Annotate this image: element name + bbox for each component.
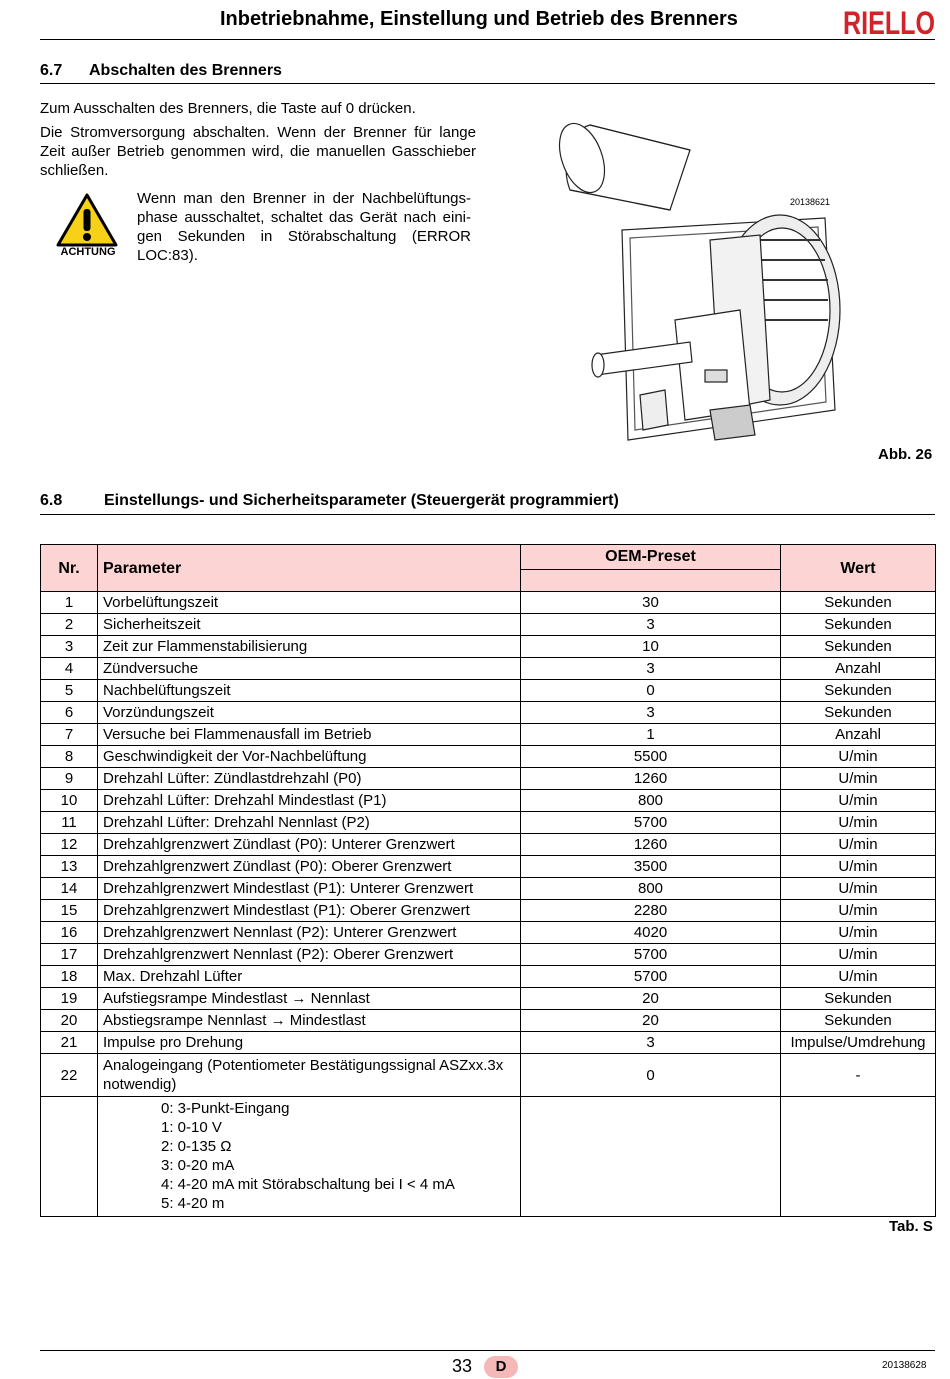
cell-oem-preset: 1: [521, 724, 781, 746]
cell-nr: 4: [41, 658, 98, 680]
cell-parameter: Drehzahl Lüfter: Drehzahl Nennlast (P2): [98, 812, 521, 834]
cell-oem-preset: 10: [521, 636, 781, 658]
paragraph-switch-off: Zum Ausschalten des Brenners, die Taste auf 0 drücken.: [40, 100, 416, 117]
cell-parameter: Drehzahl Lüfter: Zündlastdrehzahl (P0): [98, 768, 521, 790]
cell-nr: 18: [41, 966, 98, 988]
cell-parameter: Drehzahlgrenzwert Zündlast (P0): Oberer Grenzwert: [98, 856, 521, 878]
section-6-7-number: 6.7: [40, 62, 63, 79]
cell-oem-preset: 20: [521, 988, 781, 1010]
cell-oem-preset: 800: [521, 790, 781, 812]
cell-parameter: Max. Drehzahl Lüfter: [98, 966, 521, 988]
cell-empty: [521, 1097, 781, 1217]
warning-label: ACHTUNG: [60, 246, 116, 258]
table-row: [41, 900, 936, 922]
cell-wert: Sekunden: [781, 680, 936, 702]
cell-parameter: Geschwindigkeit der Vor-Nachbelüftung: [98, 746, 521, 768]
burner-illustration: [560, 110, 850, 450]
table-row: [41, 658, 936, 680]
cell-parameter: Drehzahlgrenzwert Mindestlast (P1): Oberer Grenzwert: [98, 900, 521, 922]
table-row: [41, 636, 936, 658]
cell-oem-preset: 4020: [521, 922, 781, 944]
header-wert: Wert: [781, 545, 936, 592]
figure-code: 20138621: [790, 197, 831, 207]
cell-parameter: Drehzahl Lüfter: Drehzahl Mindestlast (P1): [98, 790, 521, 812]
cell-wert: -: [781, 1054, 936, 1097]
warning-triangle-icon: [56, 193, 118, 247]
option-item: 4: 4-20 mA mit Störabschaltung bei I < 4 mA: [161, 1176, 455, 1193]
cell-nr: 21: [41, 1032, 98, 1054]
cell-wert: Sekunden: [781, 592, 936, 614]
cell-oem-preset: 0: [521, 1054, 781, 1097]
analog-input-options: [98, 1097, 521, 1217]
cell-wert: U/min: [781, 768, 936, 790]
cell-wert: Anzahl: [781, 658, 936, 680]
option-item: 1: 0-10 V: [161, 1119, 222, 1136]
cell-nr: 10: [41, 790, 98, 812]
table-row: [41, 944, 936, 966]
option-item: 5: 4-20 m: [161, 1195, 225, 1212]
table-row: [41, 856, 936, 878]
table-row: [41, 790, 936, 812]
cell-wert: U/min: [781, 834, 936, 856]
table-row: [41, 966, 936, 988]
cell-nr: 8: [41, 746, 98, 768]
cell-parameter: Aufstiegsrampe Mindestlast → Nennlast: [98, 988, 521, 1010]
riello-logo: [842, 5, 936, 39]
header-divider: [40, 39, 935, 40]
cell-oem-preset: 800: [521, 878, 781, 900]
cell-nr: 17: [41, 944, 98, 966]
cell-parameter: Nachbelüftungszeit: [98, 680, 521, 702]
cell-wert: Impulse/Umdrehung: [781, 1032, 936, 1054]
cell-nr: 5: [41, 680, 98, 702]
cell-wert: U/min: [781, 812, 936, 834]
cell-parameter: Vorzündungszeit: [98, 702, 521, 724]
cell-nr: 22: [41, 1054, 98, 1097]
cell-nr: 3: [41, 636, 98, 658]
header-oem-preset: OEM-Preset: [521, 545, 781, 570]
page-number: 33: [452, 1356, 473, 1376]
paragraph-power-supply: Die Stromversorgung abschalten. Wenn der Brenner für lange Zeit außer Betrieb genommen wird, die manuellen Gasschieber schließen.: [40, 124, 476, 179]
cell-oem-preset: 1260: [521, 834, 781, 856]
table-row: [41, 1054, 936, 1097]
table-row: [41, 592, 936, 614]
page-header-title: Inbetriebnahme, Einstellung und Betrieb des Brenners: [220, 8, 738, 30]
cell-wert: Sekunden: [781, 636, 936, 658]
cell-wert: U/min: [781, 790, 936, 812]
cell-oem-preset: 30: [521, 592, 781, 614]
table-row: [41, 834, 936, 856]
cell-nr: 13: [41, 856, 98, 878]
cell-nr: 19: [41, 988, 98, 1010]
header-parameter: Parameter: [98, 545, 521, 592]
document-code: 20138628: [882, 1360, 927, 1371]
cell-parameter: Drehzahlgrenzwert Nennlast (P2): Unterer Grenzwert: [98, 922, 521, 944]
section-6-8-title: Einstellungs- und Sicherheitsparameter (Steuergerät programmiert): [104, 492, 619, 509]
table-row: [41, 768, 936, 790]
cell-parameter: Versuche bei Flammenausfall im Betrieb: [98, 724, 521, 746]
cell-oem-preset: 3: [521, 658, 781, 680]
cell-oem-preset: 5700: [521, 966, 781, 988]
table-row: [41, 1032, 936, 1054]
table-row: [41, 614, 936, 636]
table-row: [41, 680, 936, 702]
section-divider-2: [40, 514, 935, 515]
cell-parameter: Abstiegsrampe Nennlast → Mindestlast: [98, 1010, 521, 1032]
cell-parameter: Drehzahlgrenzwert Zündlast (P0): Unterer Grenzwert: [98, 834, 521, 856]
cell-nr: 6: [41, 702, 98, 724]
table-row: [41, 878, 936, 900]
parameter-table: [40, 544, 936, 1217]
footer-divider: [40, 1350, 935, 1351]
option-item: 0: 3-Punkt-Eingang: [161, 1100, 290, 1117]
cell-oem-preset: 5700: [521, 812, 781, 834]
cell-parameter: Zeit zur Flammenstabilisierung: [98, 636, 521, 658]
cell-wert: Sekunden: [781, 614, 936, 636]
cell-oem-preset: 5700: [521, 944, 781, 966]
option-item: 2: 0-135 Ω: [161, 1138, 232, 1155]
table-caption: Tab. S: [889, 1218, 933, 1235]
table-row: [41, 812, 936, 834]
cell-wert: U/min: [781, 966, 936, 988]
cell-wert: Anzahl: [781, 724, 936, 746]
table-row-options: [41, 1097, 936, 1217]
cell-oem-preset: 0: [521, 680, 781, 702]
cell-nr: 14: [41, 878, 98, 900]
table-row: [41, 1010, 936, 1032]
cell-wert: U/min: [781, 856, 936, 878]
cell-oem-preset: 5500: [521, 746, 781, 768]
cell-parameter: Drehzahlgrenzwert Mindestlast (P1): Unterer Grenzwert: [98, 878, 521, 900]
cell-oem-preset: 3: [521, 1032, 781, 1054]
warning-block: [56, 193, 120, 258]
cell-wert: U/min: [781, 922, 936, 944]
cell-empty: [41, 1097, 98, 1217]
table-row: [41, 988, 936, 1010]
table-row: [41, 724, 936, 746]
cell-nr: 12: [41, 834, 98, 856]
cell-parameter: Sicherheitszeit: [98, 614, 521, 636]
cell-oem-preset: 3: [521, 702, 781, 724]
cell-parameter: Drehzahlgrenzwert Nennlast (P2): Oberer Grenzwert: [98, 944, 521, 966]
table-row: [41, 746, 936, 768]
cell-wert: Sekunden: [781, 1010, 936, 1032]
cell-wert: U/min: [781, 900, 936, 922]
cell-oem-preset: 2280: [521, 900, 781, 922]
cell-oem-preset: 20: [521, 1010, 781, 1032]
section-6-7-title: Abschalten des Brenners: [89, 62, 282, 79]
table-row: [41, 702, 936, 724]
cell-parameter: Vorbelüftungszeit: [98, 592, 521, 614]
svg-text:RIELLO: RIELLO: [843, 5, 935, 41]
figure-caption: Abb. 26: [878, 446, 933, 463]
cell-parameter: Analogeingang (Potentiometer Bestätigungssignal ASZxx.3x notwendig): [98, 1054, 521, 1097]
cell-nr: 16: [41, 922, 98, 944]
option-item: 3: 0-20 mA: [161, 1157, 235, 1174]
cell-parameter: Zündversuche: [98, 658, 521, 680]
table-row: [41, 922, 936, 944]
cell-wert: Sekunden: [781, 988, 936, 1010]
section-divider: [40, 83, 935, 84]
cell-wert: U/min: [781, 746, 936, 768]
cell-wert: Sekunden: [781, 702, 936, 724]
cell-nr: 20: [41, 1010, 98, 1032]
cell-oem-preset: 1260: [521, 768, 781, 790]
cell-nr: 9: [41, 768, 98, 790]
section-6-8-number: 6.8: [40, 492, 63, 509]
header-oem-sub: [521, 569, 781, 591]
cell-wert: U/min: [781, 944, 936, 966]
language-badge: D: [484, 1356, 518, 1378]
cell-parameter: Impulse pro Drehung: [98, 1032, 521, 1054]
cell-oem-preset: 3500: [521, 856, 781, 878]
cell-wert: U/min: [781, 878, 936, 900]
warning-text: Wenn man den Brenner in der Nachbelüftungs-phase ausschaltet, schaltet das Gerät nach eini-gen Sekunden in Störabschaltung (ERROR LOC:83).: [137, 190, 471, 264]
cell-empty: [781, 1097, 936, 1217]
cell-oem-preset: 3: [521, 614, 781, 636]
cell-nr: 2: [41, 614, 98, 636]
header-nr: Nr.: [41, 545, 98, 592]
cell-nr: 7: [41, 724, 98, 746]
cell-nr: 15: [41, 900, 98, 922]
cell-nr: 1: [41, 592, 98, 614]
cell-nr: 11: [41, 812, 98, 834]
